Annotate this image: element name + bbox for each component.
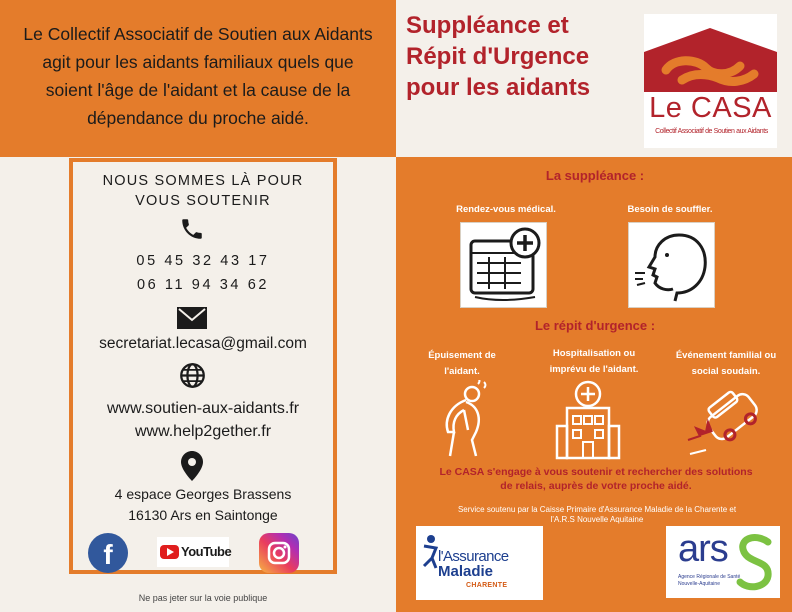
- contact-title-line: NOUS SOMMES LÀ POUR: [102, 173, 304, 189]
- assurance-line1: l'Assurance: [438, 548, 509, 565]
- phone-number[interactable]: 05 45 32 43 17: [136, 253, 270, 269]
- car-accident-icon: [686, 388, 766, 460]
- commitment-line: de relais, auprès de votre proche aidé.: [500, 480, 692, 492]
- phone-number[interactable]: 06 11 94 34 62: [136, 277, 270, 293]
- location-pin-icon: [181, 451, 203, 481]
- facebook-icon[interactable]: f: [88, 533, 128, 573]
- hospital-icon: [553, 380, 623, 462]
- assurance-line2: Maladie: [438, 563, 494, 580]
- intro-text: Le Collectif Associatif de Soutien aux Aidants agit pour les aidants familiaux quels que soient l'âge de l'aidant et la cause de la dépendance du proche aidé.: [23, 24, 373, 128]
- mail-icon: [177, 307, 207, 329]
- breathing-face-drawing: [629, 223, 714, 307]
- repit-label-line: Hospitalisation ou: [552, 348, 636, 359]
- phone-icon: [179, 216, 205, 242]
- contact-title: [74, 171, 332, 211]
- repit-label: [414, 348, 510, 380]
- commitment-text: [412, 465, 780, 493]
- ars-logo: [666, 526, 780, 598]
- assurance-line3: CHARENTE: [466, 582, 508, 589]
- exhausted-person-icon: [432, 380, 498, 460]
- repit-label-line: imprévu de l'aidant.: [549, 364, 639, 375]
- repit-label: [664, 348, 788, 380]
- ars-line2: Nouvelle-Aquitaine: [678, 581, 720, 587]
- email-link[interactable]: secretariat.lecasa@gmail.com: [99, 335, 307, 352]
- suppleance-label: Besoin de souffler.: [627, 204, 713, 215]
- website-link[interactable]: www.soutien-aux-aidants.fr: [106, 400, 300, 417]
- phone-numbers: [74, 249, 332, 297]
- assurance-figure-icon: [420, 534, 440, 570]
- assurance-maladie-logo: [416, 526, 543, 600]
- youtube-play-icon: [160, 545, 179, 559]
- title-line: Répit d'Urgence: [406, 43, 590, 70]
- suppleance-label: Rendez-vous médical.: [456, 204, 556, 215]
- ars-line1: Agence Régionale de Santé: [678, 574, 741, 580]
- commitment-line: Le CASA s'engage à vous soutenir et rechercher des solutions: [439, 466, 753, 478]
- repit-label-line: l'aidant.: [444, 366, 480, 377]
- repit-label-line: Événement familial ou: [675, 350, 777, 361]
- medical-appointment-icon: [460, 222, 547, 308]
- repit-heading: Le répit d'urgence :: [534, 318, 656, 333]
- support-line: Service soutenu par la Caisse Primaire d'Assurance Maladie de la Charente et: [457, 505, 737, 514]
- support-text: [410, 505, 784, 525]
- website-links: [74, 397, 332, 443]
- website-link[interactable]: www.help2gether.fr: [134, 423, 272, 440]
- repit-label: [542, 346, 646, 378]
- contact-title-line: VOUS SOUTENIR: [135, 193, 271, 209]
- title-line: pour les aidants: [406, 74, 591, 101]
- footnote: Ne pas jeter sur la voie publique: [138, 593, 268, 603]
- repit-label-line: Épuisement de: [428, 350, 496, 361]
- ars-swirl-icon: [734, 532, 774, 592]
- support-line: l'A.R.S Nouvelle Aquitaine: [550, 515, 644, 524]
- instagram-glyph: [259, 533, 299, 573]
- breathing-face-icon: [628, 222, 715, 308]
- title-line: Suppléance et: [406, 12, 569, 39]
- address-line: 4 espace Georges Brassens: [114, 486, 292, 502]
- ars-name: ars: [678, 528, 728, 570]
- medical-appointment-drawing: [461, 223, 546, 307]
- instagram-icon[interactable]: [259, 533, 299, 573]
- page-title: [406, 10, 626, 103]
- address-line: 16130 Ars en Saintonge: [128, 507, 278, 523]
- logo-name: Le CASA: [649, 92, 772, 124]
- repit-label-line: social soudain.: [691, 366, 761, 377]
- logo-subtitle: Collectif Associatif de Soutien aux Aidants: [655, 128, 768, 135]
- youtube-icon[interactable]: [157, 537, 232, 567]
- suppleance-heading: La suppléance :: [545, 168, 645, 183]
- youtube-label: YouTube: [181, 544, 232, 559]
- globe-icon: [179, 362, 206, 389]
- address: [74, 484, 332, 526]
- casa-logo: [644, 14, 777, 148]
